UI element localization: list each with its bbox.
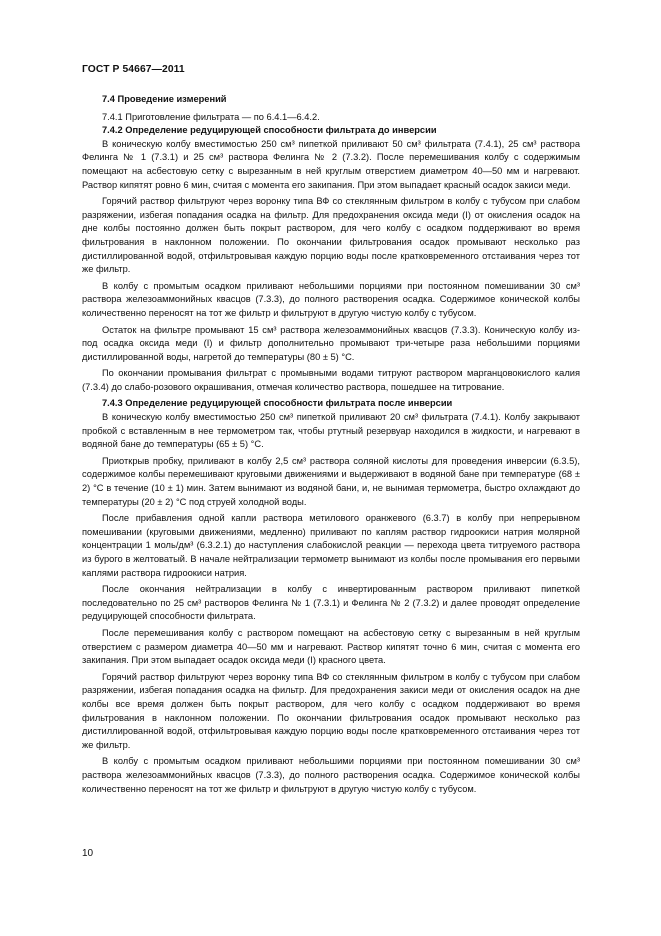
paragraph: Остаток на фильтре промывают 15 см³ раствора железоаммонийных квасцов (7.3.3). Коническую колбу из-под осадка оксида меди (I) и фильтр дополнительно промывают три-четыре раза небольшими порциями дистиллированной воды, нагретой до температуры (80 ± 5) °С.: [82, 324, 580, 362]
document-body: [82, 93, 580, 796]
paragraph: После прибавления одной капли раствора метилового оранжевого (6.3.7) в колбу при непрерывном помешивании (круговыми движениями, медленно) приливают по каплям раствор гидроокиси натрия молярной концентрации 1 моль/дм³ (6.3.2.1) до наступления слабокислой реакции — перехода цвета титруемого раствора из бурого в желтоватый. В начале нейтрализации термометр вынимают из колбы после промывания его первыми каплями раствора гидроокиси натрия.: [82, 513, 580, 578]
paragraph: В коническую колбу вместимостью 250 см³ пипеткой приливают 50 см³ фильтрата (7.4.1), 25 см³ раствора Фелинга № 1 (7.3.1) и 25 см³ раствора Фелинга № 2 (7.3.2). После перемешивания колбу с содержимым помещают на асбестовую сетку с вырезанным в ней круглым отверстием диаметром 40—50 мм и нагревают. Раствор кипятят ровно 6 мин, считая с момента его закипания. При этом выпадает красный осадок закиси меди.: [82, 138, 580, 190]
paragraph: По окончании промывания фильтрат с промывными водами титруют раствором марганцовокислого калия (7.3.4) до слабо-розового окрашивания, отмечая количество раствора, пошедшее на титрование.: [82, 368, 580, 392]
paragraph: В коническую колбу вместимостью 250 см³ пипеткой приливают 20 см³ фильтрата (7.4.1). Колбу закрывают пробкой с вставленным в нее термометром так, чтобы ртутный резервуар находился в жидкости, и нагревают в водяной бане до температуры (65 ± 5) °С.: [82, 412, 580, 450]
subsection-heading: 7.4.3 Определение редуцирующей способности фильтрата после инверсии: [102, 398, 453, 409]
paragraph: Горячий раствор фильтруют через воронку типа ВФ со стеклянным фильтром в колбу с тубусом при слабом разряжении, избегая попадания осадка на фильтр. Для предохранения оксида меди (I) от окисления осадок на дне колбы постоянно должен быть покрыт раствором, для чего колбу с осадком поддерживают во время фильтрования в наклонном положении. По окончании фильтрования осадок промывают несколько раз дистиллированной водой, отфильтровывая каждую порцию воды после кратковременного отстаивания через тот же фильтр.: [82, 196, 580, 275]
paragraph: В колбу с промытым осадком приливают небольшими порциями при постоянном помешивании 30 см³ раствора железоаммонийных квасцов (7.3.3), до полного растворения осадка. Содержимое конической колбы количественно переносят на тот же фильтр и фильтруют в другую чистую колбу с тубусом.: [82, 280, 580, 318]
paragraph: Приоткрыв пробку, приливают в колбу 2,5 см³ раствора соляной кислоты для проведения инверсии (6.3.5), содержимое колбы перемешивают круговыми движениями и выдерживают в водяной бане при температуре (68 ± 2) °С в течение (10 ± 1) мин. Затем вынимают из водяной бани, и, не вынимая термометра, быстро охлаждают до температуры (20 ± 2) °С под струей холодной воды.: [82, 455, 580, 507]
paragraph: Горячий раствор фильтруют через воронку типа ВФ со стеклянным фильтром в колбу с тубусом при слабом разряжении, избегая попадания осадка на фильтр. Для предохранения закиси меди от окисления осадок на дне колбы все время должен быть покрыт раствором, для чего колбу с осадком поддерживают во время фильтрования в наклонном положении. По окончании фильтрования осадок промывают несколько раз дистиллированной водой, отфильтровывая каждую порцию воды после кратковременного отстаивания через тот же фильтр.: [82, 671, 580, 750]
page-number: 10: [82, 848, 94, 859]
document-header: ГОСТ Р 54667—2011: [82, 64, 185, 75]
paragraph: В колбу с промытым осадком приливают небольшими порциями при постоянном помешивании 30 см³ раствора железоаммонийных квасцов (7.3.3), до полного растворения осадка. Содержимое конической колбы количественно переносят на тот же фильтр и фильтруют в другую чистую колбу с тубусом.: [82, 756, 580, 794]
paragraph: После окончания нейтрализации в колбу с инвертированным раствором приливают пипеткой последовательно по 25 см³ растворов Фелинга № 1 (7.3.1) и Фелинга № 2 (7.3.2) и далее проводят определение редуцирующей способности фильтрата.: [82, 584, 580, 622]
subsection-heading: 7.4.2 Определение редуцирующей способности фильтрата до инверсии: [102, 125, 437, 136]
paragraph: После перемешивания колбу с раствором помещают на асбестовую сетку с вырезанным в ней круглым отверстием с размером диаметра 40—50 мм и нагревают. Раствор кипятят точно 6 мин, считая с момента его закипания. При этом выпадает осадок оксида меди (I) красного цвета.: [82, 627, 580, 666]
paragraph: 7.4.1 Приготовление фильтрата — по 6.4.1—6.4.2.: [102, 111, 320, 122]
section-heading: 7.4 Проведение измерений: [102, 94, 227, 104]
